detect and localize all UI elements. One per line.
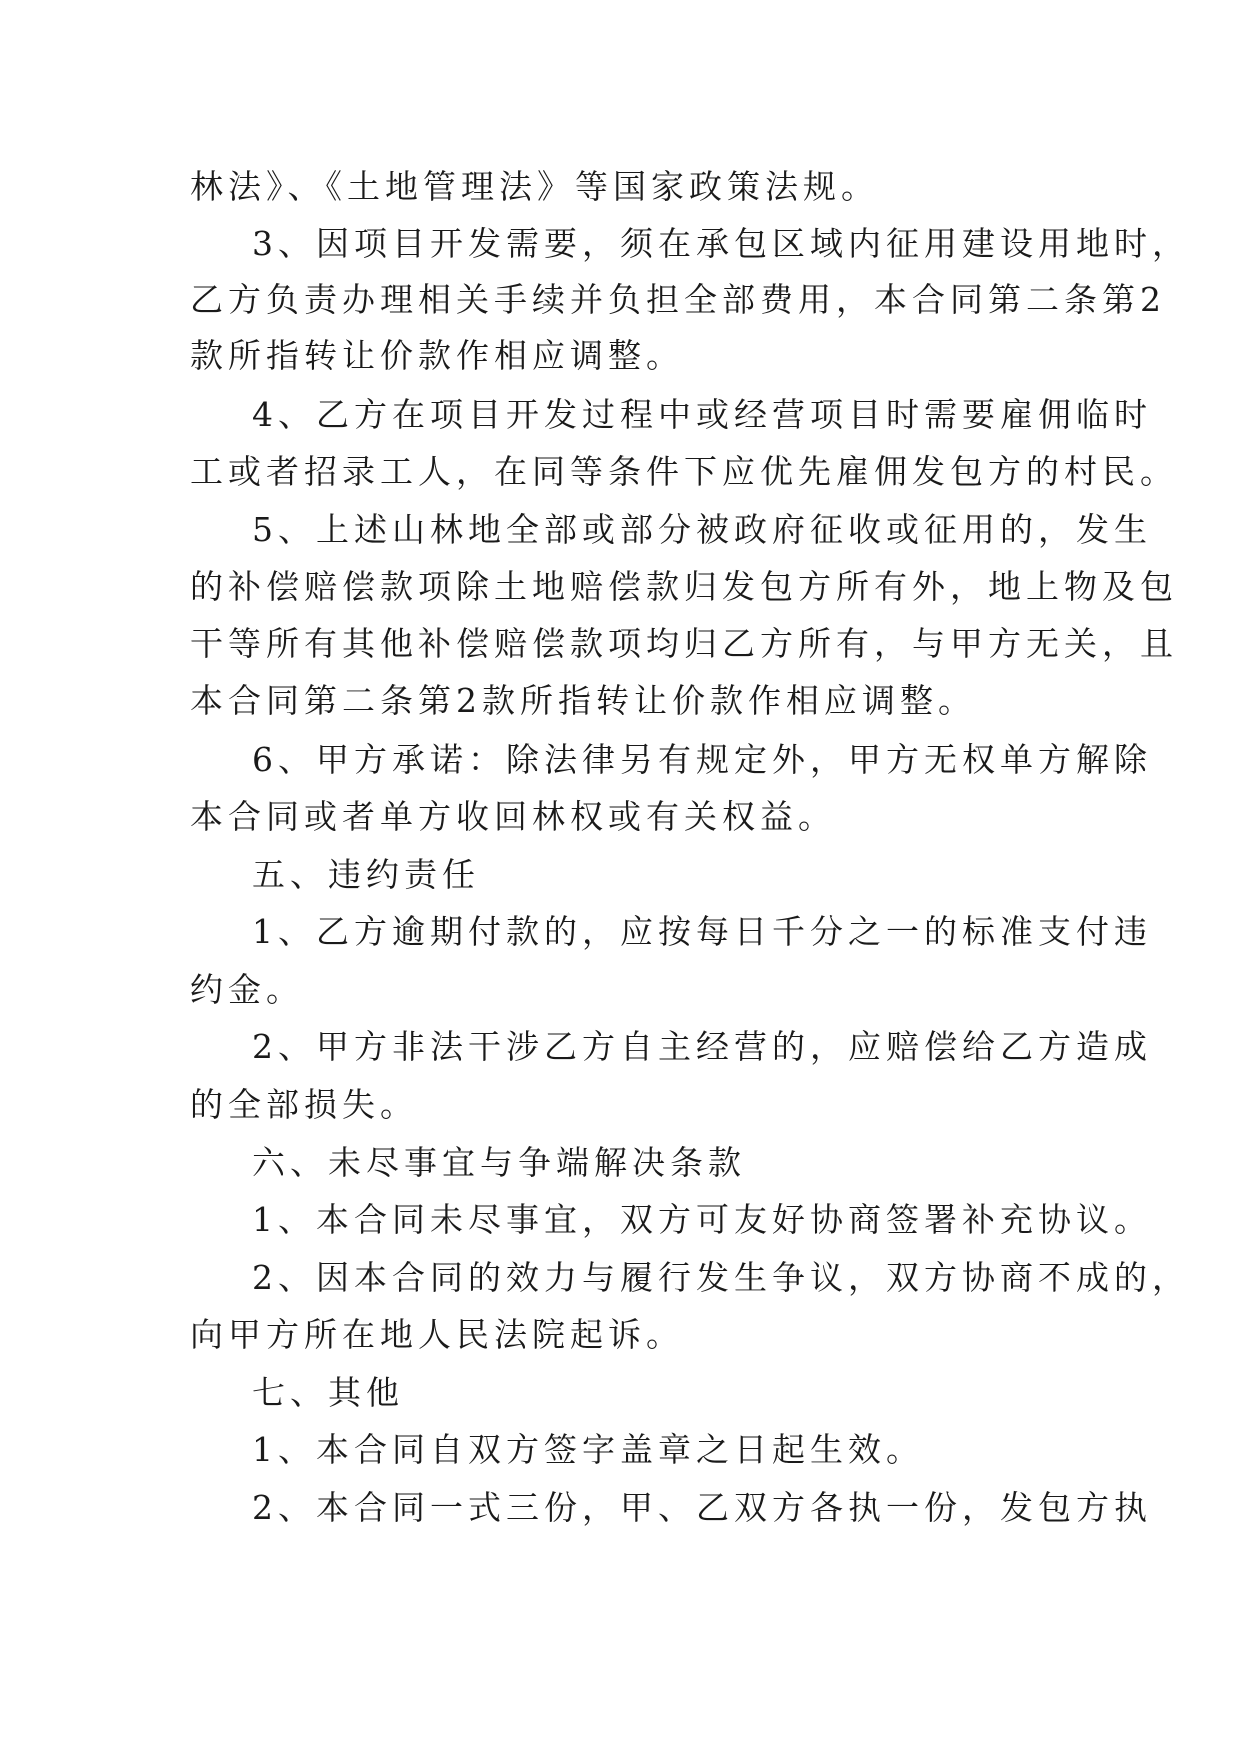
text-line: 4、乙方在项目开发过程中或经营项目时需要雇佣临时	[252, 395, 1152, 434]
section-heading: 五、违约责任	[252, 855, 480, 894]
text-line: 工或者招录工人，在同等条件下应优先雇佣发包方的村民。	[190, 452, 1178, 491]
text-line: 本合同或者单方收回林权或有关权益。	[190, 797, 836, 836]
text-line: 1、本合同未尽事宜，双方可友好协商签署补充协议。	[252, 1200, 1152, 1239]
text-line: 2、本合同一式三份，甲、乙双方各执一份，发包方执	[252, 1488, 1152, 1527]
text-line: 款所指转让价款作相应调整。	[190, 336, 684, 375]
text-line: 2、因本合同的效力与履行发生争议，双方协商不成的，	[252, 1258, 1190, 1297]
text-line: 6、甲方承诺：除法律另有规定外，甲方无权单方解除	[252, 740, 1152, 779]
section-heading: 七、其他	[252, 1373, 404, 1412]
text-line: 1、乙方逾期付款的，应按每日千分之一的标准支付违	[252, 912, 1152, 951]
text-line: 本合同第二条第2款所指转让价款作相应调整。	[190, 681, 976, 720]
text-line: 1、本合同自双方签字盖章之日起生效。	[252, 1430, 924, 1469]
text-line: 干等所有其他补偿赔偿款项均归乙方所有，与甲方无关，且	[190, 624, 1178, 663]
text-line: 的补偿赔偿款项除土地赔偿款归发包方所有外，地上物及包	[190, 567, 1178, 606]
section-heading: 六、未尽事宜与争端解决条款	[252, 1143, 746, 1182]
text-line: 3、因项目开发需要，须在承包区域内征用建设用地时，	[252, 224, 1190, 263]
text-line: 林法》、《土地管理法》等国家政策法规。	[190, 167, 879, 206]
text-line: 的全部损失。	[190, 1085, 418, 1124]
text-line: 5、上述山林地全部或部分被政府征收或征用的，发生	[252, 510, 1152, 549]
text-line: 乙方负责办理相关手续并负担全部费用，本合同第二条第2	[190, 280, 1166, 319]
text-line: 约金。	[190, 970, 304, 1009]
text-line: 2、甲方非法干涉乙方自主经营的，应赔偿给乙方造成	[252, 1027, 1152, 1066]
text-line: 向甲方所在地人民法院起诉。	[190, 1315, 684, 1354]
